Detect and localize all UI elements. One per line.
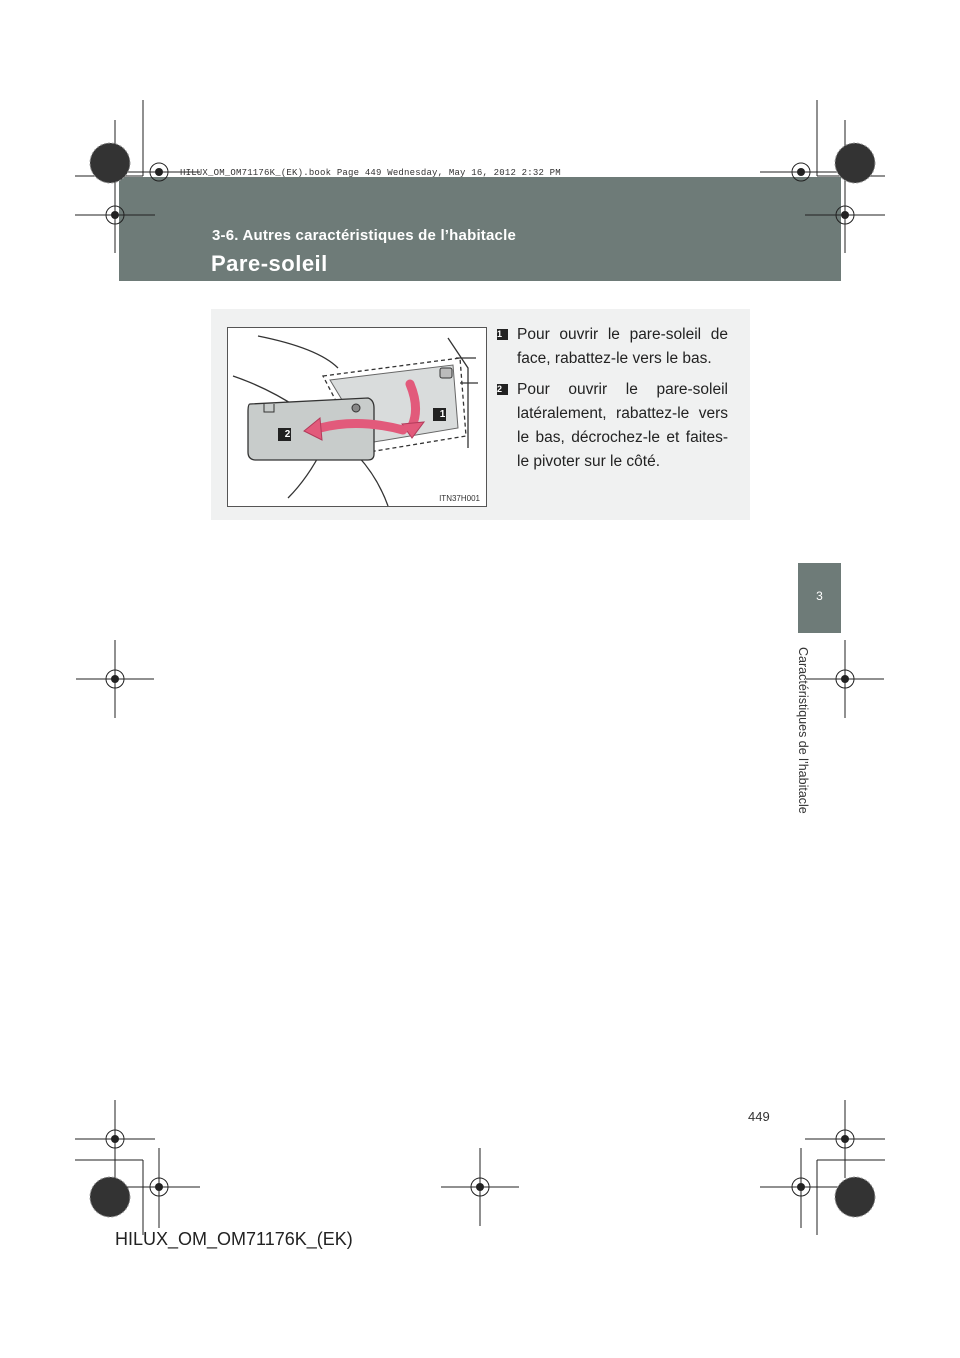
page-number: 449 (748, 1109, 770, 1124)
figure-callout-2: 2 (284, 429, 291, 440)
page-title: Pare-soleil (211, 251, 328, 276)
sun-visor-illustration (227, 327, 487, 507)
chapter-number: 3 (816, 589, 823, 603)
step-item (497, 378, 728, 474)
chapter-label: Caractéristiques de l’habitacle (796, 647, 810, 814)
print-info: HILUX_OM_OM71176K_(EK).book Page 449 Wednesday, May 16, 2012 2:32 PM (180, 168, 561, 178)
figure-code: ITN37H001 (439, 494, 480, 503)
figure-callout-1: 1 (439, 409, 446, 420)
step-number-badge: 2 (497, 384, 508, 395)
instruction-list (497, 323, 728, 481)
step-text: Pour ouvrir le pare-soleil de face, rabattez-le vers le bas. (517, 326, 728, 367)
step-number-badge: 1 (497, 329, 508, 340)
chapter-tab (798, 563, 841, 633)
step-text: Pour ouvrir le pare-soleil latéralement, rabattez-le vers le bas, décrochez-le et faites-le pivoter sur le côté. (517, 381, 728, 470)
step-item (497, 323, 728, 371)
section-label: 3-6. Autres caractéristiques de l’habitacle (212, 227, 517, 244)
footer-code: HILUX_OM_OM71176K_(EK) (115, 1229, 353, 1249)
